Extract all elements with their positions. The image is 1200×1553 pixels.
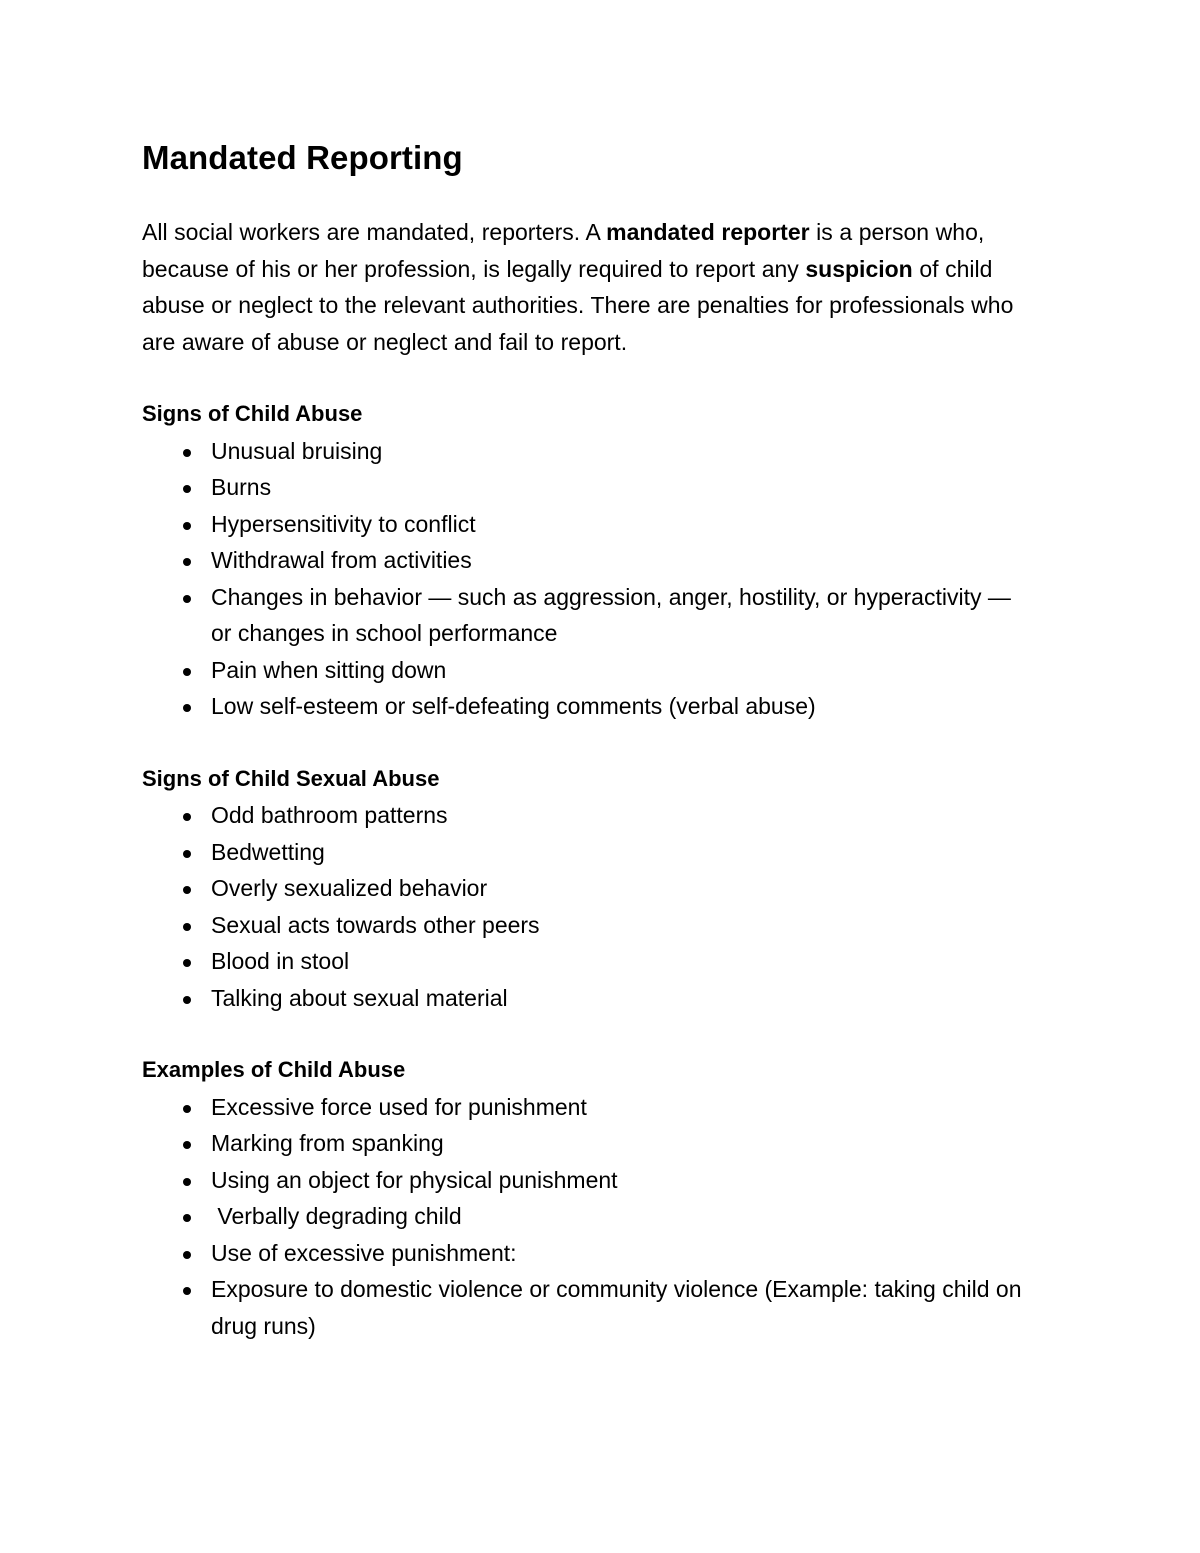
- list-item-text: Excessive force used for punishment: [211, 1093, 587, 1120]
- section-signs-of-child-sexual-abuse: [142, 761, 1037, 1017]
- list-item: [142, 834, 1037, 871]
- page-title: Mandated Reporting: [142, 139, 463, 176]
- list-item-text: Bedwetting: [211, 838, 325, 865]
- list-item-text: Blood in stool: [211, 948, 350, 974]
- list-item: [142, 1271, 1037, 1344]
- list-item: [142, 542, 1037, 579]
- list-item: [142, 579, 1037, 652]
- list-item: [142, 469, 1037, 506]
- list-item-text: Burns: [211, 474, 272, 500]
- title-spacer: [142, 178, 1037, 214]
- section-heading: Signs of Child Abuse: [142, 401, 363, 426]
- list-item: [142, 1198, 1037, 1235]
- list-item-text: Hypersensitivity to conflict: [211, 510, 476, 537]
- section-spacer-1: [142, 360, 1037, 396]
- bullet-list: [142, 1089, 1037, 1345]
- list-item: [142, 506, 1037, 543]
- section-heading: Examples of Child Abuse: [142, 1057, 406, 1082]
- section-heading: Signs of Child Sexual Abuse: [142, 765, 440, 791]
- intro-paragraph: [142, 214, 1037, 360]
- section-signs-of-child-abuse: [142, 396, 1037, 725]
- list-item: [142, 652, 1037, 689]
- list-item-text: Marking from spanking: [211, 1130, 444, 1156]
- list-item-text: Changes in behavior — such as aggression, anger, hostility, or hyperactivity — or changes in school performance: [211, 583, 1018, 646]
- list-item: [142, 907, 1037, 944]
- list-item: [142, 1235, 1037, 1272]
- list-item-text: Exposure to domestic violence or community violence (Example: taking child on drug runs): [211, 1276, 1028, 1339]
- list-item-text: Talking about sexual material: [211, 984, 508, 1011]
- intro-text-part-3: of child abuse or neglect to the relevant authorities. There are penalties for professionals who are aware of abuse or neglect and fail to report.: [142, 255, 1014, 355]
- section-examples-of-child-abuse: [142, 1052, 1037, 1344]
- list-item-text: Overly sexualized behavior: [211, 875, 488, 901]
- intro-bold-mandated-reporter: mandated reporter: [606, 219, 810, 245]
- list-item: [142, 433, 1037, 470]
- list-item: [142, 980, 1037, 1017]
- list-item-text: Use of excessive punishment:: [211, 1239, 517, 1266]
- bullet-list: [142, 433, 1037, 725]
- list-item-text: Pain when sitting down: [211, 656, 447, 683]
- list-item: [142, 1089, 1037, 1126]
- list-item: [142, 943, 1037, 980]
- list-item: [142, 797, 1037, 834]
- list-item-text: Verbally degrading child: [211, 1203, 462, 1229]
- intro-text-part-1: All social workers are mandated, reporters. A: [142, 219, 607, 245]
- list-item-text: Withdrawal from activities: [211, 547, 472, 573]
- list-item: [142, 1162, 1037, 1199]
- list-item: [142, 1125, 1037, 1162]
- section-spacer-2: [142, 725, 1037, 761]
- list-item-text: Using an object for physical punishment: [211, 1166, 618, 1193]
- intro-bold-suspicion: suspicion: [805, 255, 913, 282]
- intro-text-part-2: is a person who, because of his or her profession, is legally required to report any: [142, 219, 985, 282]
- list-item: [142, 688, 1037, 725]
- section-spacer-3: [142, 1016, 1037, 1052]
- list-item-text: Low self-esteem or self-defeating comments (verbal abuse): [211, 693, 816, 719]
- list-item: [142, 870, 1037, 907]
- list-item-text: Unusual bruising: [211, 437, 383, 464]
- bullet-list: [142, 797, 1037, 1016]
- document-content: [142, 138, 1037, 1344]
- list-item-text: Sexual acts towards other peers: [211, 911, 540, 938]
- list-item-text: Odd bathroom patterns: [211, 802, 448, 828]
